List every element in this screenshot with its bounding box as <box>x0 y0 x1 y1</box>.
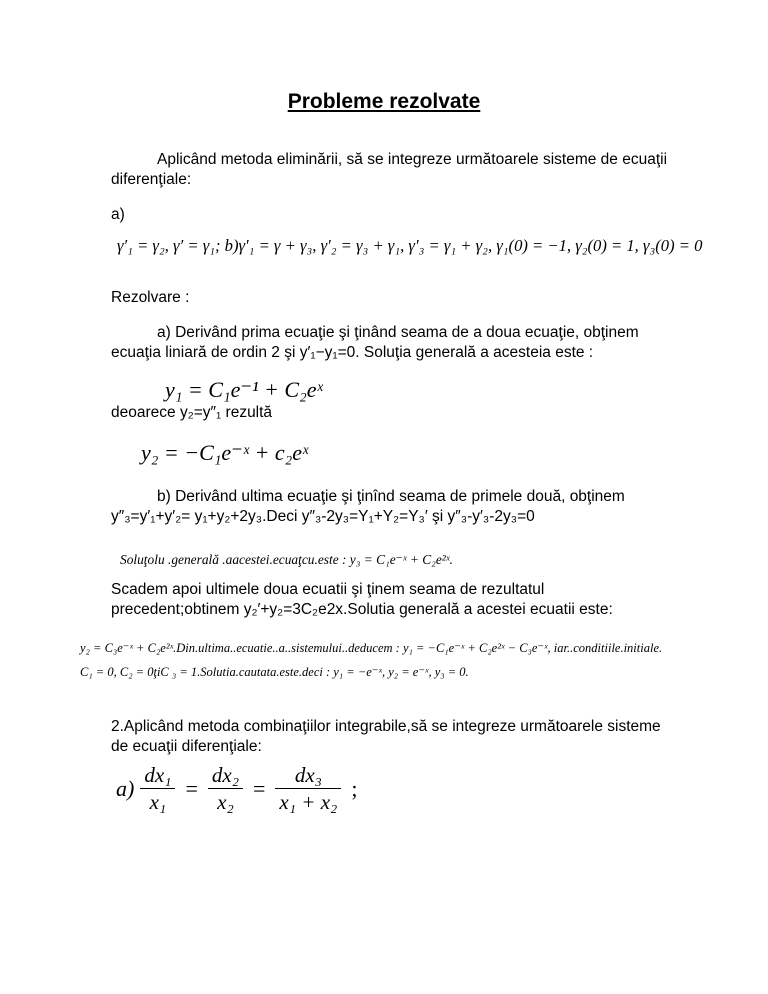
intro-line-2: diferenţiale: <box>111 171 192 188</box>
combination-equation <box>116 762 361 815</box>
fraction-3-denominator: x₁ + x₂ <box>279 790 338 814</box>
rezolvare-heading: Rezolvare : <box>111 289 190 306</box>
fraction-1-denominator: x₁ <box>149 790 167 814</box>
equation-system: γ′₁ = γ₂, γ′ = γ₁; b)γ′₁ = γ + γ₃, γ′₂ = γ₃ + γ₁, γ′₃ = γ₁ + γ₂, γ₁(0) = −1, γ₂(0) = 1, γ₃(0) = 0 <box>117 236 703 255</box>
fraction-2-denominator: x₂ <box>217 790 234 814</box>
part-b-line-4: precedent;obtinem y₂′+y₂=3C₂e2x.Solutia generală a acestei ecuatii este: <box>111 601 613 618</box>
equals-sign-1: = <box>185 775 198 801</box>
fraction-1-numerator: dx₁ <box>144 763 172 787</box>
label-a: a) <box>111 206 125 223</box>
equation-y3: Soluţolu .generală .aacestei.ecuaţcu.este : y₃ = C₁e⁻ˣ + C₂e²ˣ. <box>120 552 453 567</box>
part-b-line-3: Scadem apoi ultimele doua ecuatii şi ţinem seama de rezultatul <box>111 581 545 598</box>
page-title: Probleme rezolvate <box>287 90 481 113</box>
equals-sign-2: = <box>253 775 266 801</box>
fraction-2 <box>208 762 243 815</box>
equation-constants: C₁ = 0, C₂ = 0ţiC ₃ = 1.Solutia.cautata.este.deci : y₁ = −e⁻ˣ, y₂ = e⁻ˣ, y₃ = 0. <box>80 665 469 679</box>
fraction-1 <box>140 762 175 815</box>
problem-2-line-2: de ecuaţii diferenţiale: <box>111 738 262 755</box>
fraction-3-numerator: dx₃ <box>294 763 322 787</box>
fraction-2-numerator: dx₂ <box>211 763 239 787</box>
problem-2-label: a) <box>116 775 135 801</box>
equation-y1: y₁ = C₁e⁻¹ + C₂eˣ <box>165 377 323 402</box>
intro-line-1: Aplicând metoda eliminării, să se integreze următoarele sisteme de ecuaţii <box>157 151 668 168</box>
deoarece-line: deoarece y₂=y″₁ rezultă <box>111 404 273 421</box>
fraction-3 <box>275 762 341 815</box>
semicolon: ; <box>351 775 358 801</box>
part-b-line-1: b) Derivând ultima ecuaţie şi ţinînd seama de primele două, obţinem <box>157 488 625 505</box>
equation-y2: y₂ = −C₁e⁻ˣ + c₂eˣ <box>141 440 309 465</box>
part-b-line-2: y″₃=y′₁+y′₂= y₁+y₂+2y₃.Deci y″₃-2y₃=Y₁+Y₂=Y₃′ şi y″₃-y′₃-2y₃=0 <box>111 508 535 525</box>
part-a-line-2: ecuaţia liniară de ordin 2 şi y′₁−y₁=0. Soluţia generală a acesteia este : <box>111 344 594 361</box>
equation-y2-full: y₂ = C₃e⁻ˣ + C₂e²ˣ.Din.ultima..ecuatie..a..sistemului..deducem : y₁ = −C₁e⁻ˣ + C₂e²ˣ − C₃e⁻ˣ, iar..conditiile.initiale. <box>80 641 663 655</box>
problem-2-line-1: 2.Aplicând metoda combinaţiilor integrabile,să se integreze următoarele sisteme <box>111 718 661 735</box>
part-a-line-1: a) Derivând prima ecuaţie şi ţinând seama de a doua ecuaţie, obţinem <box>157 324 639 341</box>
